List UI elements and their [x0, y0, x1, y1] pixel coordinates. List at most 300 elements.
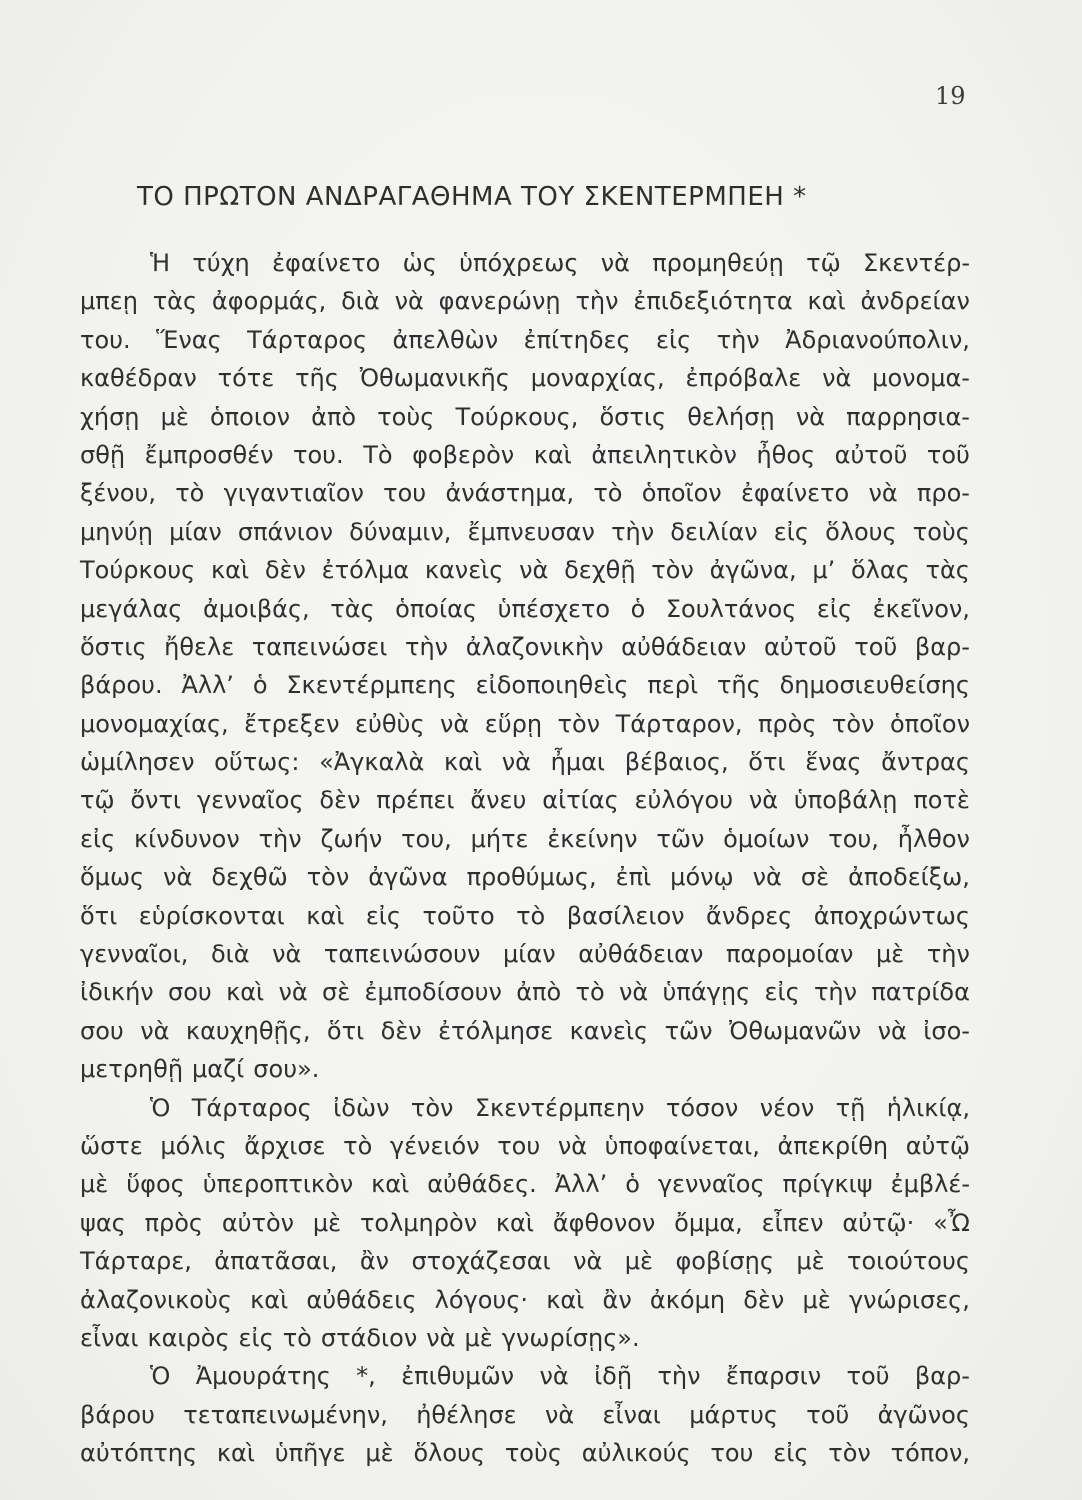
word: ἦλθον [897, 824, 970, 853]
word: τόπον, [890, 1439, 970, 1468]
page-number: 19 [935, 82, 966, 110]
word: ὁποῖον [889, 709, 970, 738]
body-text [80, 244, 970, 1473]
word: μετρηθῇ [80, 1055, 184, 1084]
word: μὲ [80, 1170, 109, 1199]
word: νὰ [544, 1400, 575, 1429]
text-line [80, 973, 970, 1011]
text-line [80, 590, 970, 628]
word: στοχάζεσαι [411, 1247, 551, 1276]
word: παρομοίαν [725, 940, 854, 969]
word: εἶναι [80, 1323, 139, 1352]
word: αὐτόπτης [80, 1439, 198, 1468]
word: ἔμπροσθέν [144, 440, 274, 469]
word: καὶ [495, 1208, 534, 1237]
word: ὁποῖον [641, 479, 722, 508]
word: μὲ [624, 1247, 654, 1276]
word: τεταπεινωμένην, [183, 1400, 388, 1429]
word: καιρὸς [147, 1323, 230, 1352]
word: τύχη [192, 249, 250, 277]
word: εἰς [365, 901, 402, 930]
word: Τὸ [363, 440, 393, 469]
word: του [710, 1439, 754, 1468]
word: ἰδὼν [333, 1093, 390, 1122]
word: νὰ [272, 940, 302, 969]
word: ὅλους [825, 517, 897, 546]
word: εἶναι [602, 1400, 661, 1429]
word: ἐτόλμα [321, 556, 410, 585]
word: ἀπελθὼν [392, 325, 499, 354]
word: ἀνδρείαν [860, 287, 970, 316]
word: ἀπὸ [516, 978, 562, 1007]
word: τολμηρὸν [359, 1208, 478, 1237]
word: ἀκόμη [649, 1285, 726, 1314]
text-line [80, 781, 970, 819]
word: νὰ [501, 748, 531, 777]
text-line [80, 436, 970, 474]
word: νέον [759, 1093, 815, 1122]
word: ἄνευ [470, 786, 527, 815]
word: ὅλας [850, 556, 910, 585]
word: λόγους· [434, 1285, 529, 1314]
word: καὶ [807, 287, 846, 316]
word: ἠθέλησε [416, 1400, 517, 1429]
word: ἐκεῖνον, [872, 594, 970, 623]
text-line [80, 244, 970, 282]
word: μὲ [160, 402, 189, 431]
word: ὡς [402, 249, 437, 277]
word: ἦμαι [550, 748, 606, 777]
word: ὑποφαίνεται, [604, 1131, 760, 1160]
text-line [80, 820, 970, 858]
word: καὶ [371, 1170, 410, 1199]
text-line [80, 858, 970, 896]
word: ἄφθονον [552, 1208, 656, 1237]
word: εἰς [238, 1323, 274, 1352]
word: καὶ [306, 901, 345, 930]
word: βάρου. [80, 671, 163, 700]
word: ἂν [602, 1285, 632, 1314]
word: τοὺς [377, 402, 435, 431]
word: ὑπάγῃς [662, 978, 751, 1007]
word: εἰς [764, 978, 800, 1007]
word: τὴν [657, 1362, 701, 1391]
word: ἐπιδεξιότητα [633, 287, 793, 316]
word: τὰς [330, 594, 375, 623]
word: νὰ [539, 1362, 569, 1391]
word: μονομαχίας, [80, 709, 229, 738]
word: ὑποβάλῃ [793, 786, 898, 815]
word: τὸν [828, 1439, 871, 1468]
word: Ἀλλ’ [181, 671, 234, 700]
text-line [80, 705, 970, 743]
word: αὐτοῦ [763, 632, 837, 661]
word: μοναρχίας, [530, 364, 665, 393]
word: μὲ [312, 1208, 342, 1237]
word: τῶν [664, 1016, 713, 1045]
word: αὐτῷ· [842, 1208, 915, 1237]
text-line [80, 743, 970, 781]
word: αὐθάδειαν [621, 632, 747, 661]
word: μαζί [192, 1055, 245, 1084]
text-line [80, 897, 970, 935]
word: ταπεινώσει [251, 632, 388, 661]
word: φοβερὸν [412, 440, 515, 469]
word: εἰς [816, 594, 853, 623]
word: εἰς [80, 824, 116, 853]
word: ποτὲ [913, 786, 970, 815]
word: «Ὦ [933, 1208, 970, 1237]
word: ἐτόλμησε [438, 1016, 554, 1045]
word: Τάρταρον, [615, 709, 743, 738]
word: τῇ [835, 1093, 866, 1122]
word: ὅστις [599, 402, 667, 431]
word: τὸν [651, 556, 694, 585]
word: εὐλόγου [634, 786, 734, 815]
word: ἀπατᾶσαι, [214, 1247, 338, 1276]
word: γενναῖοι, [80, 940, 189, 969]
word: Τούρκους [80, 556, 196, 585]
word: μηνύῃ [80, 517, 153, 546]
word: γνωρίσῃς». [501, 1323, 640, 1352]
word: τοῦ [846, 1362, 890, 1391]
word: τὴν [258, 824, 302, 853]
word: πρέπει [376, 786, 455, 815]
word: τὸν [410, 1093, 454, 1122]
word: ἐμβλέ- [890, 1170, 970, 1199]
word: μάρτυς [689, 1400, 778, 1429]
word: τόσον [665, 1093, 739, 1122]
word: σὲ [800, 863, 830, 892]
word: μὲ [802, 1285, 831, 1314]
word: τὸ [175, 479, 205, 508]
word: δειλίαν [670, 517, 758, 546]
word: χήσῃ [80, 402, 140, 431]
word: ὁποιον [210, 402, 291, 431]
word: φοβίσῃς [675, 1247, 774, 1276]
word: του. [293, 440, 344, 469]
word: νὰ [426, 1323, 456, 1352]
word: ἔτρεξεν [244, 709, 340, 738]
word: νὰ [795, 402, 826, 431]
word: Ὀθωμανῶν [729, 1016, 862, 1045]
word: ὅτι [326, 1016, 365, 1045]
word: μήτε [470, 824, 529, 853]
word: αὐτὸν [221, 1208, 295, 1237]
text-line [80, 935, 970, 973]
word: ἀφορμάς, [211, 287, 327, 316]
word: νὰ [140, 1016, 170, 1045]
word: του, [828, 824, 879, 853]
word: ὁποίας [395, 594, 478, 623]
word: δὲν [319, 786, 361, 815]
word: πρὸς [757, 709, 817, 738]
text-line [80, 282, 970, 320]
word: δύναμιν, [349, 517, 452, 546]
word: δὲν [380, 1016, 422, 1045]
text-line [80, 513, 970, 551]
word: νὰ [440, 709, 470, 738]
word: ἀπὸ [311, 402, 357, 431]
word: σπάνιον [237, 517, 333, 546]
word: ἐπρόβαλε [685, 364, 802, 393]
word: Τάρταρε, [80, 1247, 192, 1276]
word: ἡλικίᾳ, [886, 1093, 970, 1122]
word: τὴν [575, 287, 619, 316]
word: νὰ [278, 978, 308, 1007]
word: Τάρταρος [247, 325, 368, 354]
word: ταπεινώσουν [323, 940, 481, 969]
word: τοῦ [854, 632, 898, 661]
word: αἰτίας [542, 786, 619, 815]
text-line [80, 1319, 970, 1357]
word: τὸ [343, 1131, 373, 1160]
word: ἐπιθυμῶν [401, 1362, 515, 1391]
word: ἀπειλητικὸν [591, 440, 737, 469]
word: «Ἀγκαλὰ [319, 748, 425, 777]
word: νὰ [822, 364, 852, 393]
word: σου [80, 1016, 124, 1045]
word: ὑπεροπτικὸν [202, 1170, 354, 1199]
text-line [80, 1204, 970, 1242]
word: ὅστις [80, 632, 147, 661]
word: καὶ [250, 1285, 289, 1314]
word: προ- [916, 479, 970, 508]
word: τὸ [282, 1323, 312, 1352]
word: εἶπεν [761, 1208, 824, 1237]
text-line [80, 359, 970, 397]
word: ὅτι [80, 901, 118, 930]
word: κανεὶς [424, 556, 504, 585]
word: μονομα- [872, 364, 970, 393]
word: δὲν [264, 556, 306, 585]
text-line [80, 474, 970, 512]
word: ὁ [630, 594, 646, 623]
word: ἀνάστημα, [445, 479, 575, 508]
word: ἰσο- [923, 1016, 970, 1045]
word: του. [80, 325, 131, 354]
word: εἰδοποιηθεὶς [475, 671, 629, 700]
word: βαρ- [914, 1362, 970, 1391]
word: τὴν [926, 940, 970, 969]
word: πατρίδα [871, 978, 970, 1007]
word: γιγαντιαῖον [223, 479, 364, 508]
word: του [383, 479, 427, 508]
word: ἰδῇ [594, 1362, 633, 1391]
word: Σουλτάνος [665, 594, 797, 623]
word: τὸ [516, 901, 546, 930]
word: προμηθεύῃ [652, 249, 784, 277]
word: ὑπέσχετο [497, 594, 611, 623]
word: ἀμοιβάς, [202, 594, 310, 623]
word: γενναῖος [657, 1170, 765, 1199]
word: ἄντρας [881, 748, 970, 777]
text-line [80, 628, 970, 666]
word: αὐτοῦ [834, 440, 908, 469]
word: ἔπαρσιν [725, 1362, 822, 1391]
word: τῷ [806, 249, 841, 277]
word: εὑρίσκονται [138, 901, 285, 930]
word: μόνῳ [670, 863, 734, 892]
text-line [80, 1127, 970, 1165]
word: προθύμως, [466, 863, 597, 892]
word: Ἡ [150, 249, 171, 277]
word: νὰ [618, 978, 649, 1007]
word: του, [401, 824, 452, 853]
word: ὑπῆγε [274, 1439, 346, 1468]
word: τοῦ [806, 1400, 850, 1429]
word: καὶ [444, 748, 483, 777]
text-line [80, 1165, 970, 1203]
word: εἰς [656, 325, 692, 354]
word: αὐθάδειαν [578, 940, 704, 969]
word: μπεῃ [80, 287, 138, 316]
word: τοὺς [912, 517, 970, 546]
word: τῶν [656, 824, 705, 853]
word: τὸν [557, 709, 601, 738]
word: μίαν [169, 517, 222, 546]
word: τὸν [831, 709, 875, 738]
word: καὶ [226, 978, 265, 1007]
word: νὰ [748, 786, 779, 815]
word: ἄρχισε [244, 1131, 326, 1160]
word: ἐπίτηδες [523, 325, 631, 354]
word: τὰς [152, 287, 198, 316]
text-line [80, 666, 970, 704]
word: διὰ [210, 940, 250, 969]
word: τοῦ [926, 440, 970, 469]
text-line [80, 1050, 970, 1088]
word: ἐφαίνετο [740, 479, 850, 508]
word: κανεὶς [569, 1016, 649, 1045]
word: ὅμως [80, 863, 145, 892]
text-line [80, 1434, 970, 1472]
word: γνώρισες, [848, 1285, 970, 1314]
word: σου [168, 978, 212, 1007]
word: αὐθάδες. [427, 1170, 537, 1199]
word: ζωήν [320, 824, 383, 853]
word: ἐμποδίσουν [364, 978, 502, 1007]
word: εὐθὺς [355, 709, 425, 738]
word: ἤθελε [164, 632, 235, 661]
word: ὅλους [413, 1439, 485, 1468]
word: μὲ [796, 1247, 825, 1276]
word: τὸ [593, 479, 623, 508]
word: καὶ [533, 440, 572, 469]
word: ὡμίλησεν [80, 748, 195, 777]
word: ἀγῶνος [877, 1400, 970, 1429]
word: ἐπὶ [615, 863, 652, 892]
word: νὰ [868, 479, 898, 508]
word: ὁ [252, 671, 268, 700]
word: γένειόν [389, 1131, 480, 1160]
word: τὴν [716, 325, 760, 354]
word: τὴν [405, 632, 449, 661]
word: τῆς [295, 364, 339, 393]
word: Σκεντέρμπεης [286, 671, 457, 700]
word: ἂν [359, 1247, 390, 1276]
word: *, [356, 1362, 376, 1391]
word: νὰ [557, 1131, 588, 1160]
word: ὕφος [126, 1170, 185, 1199]
word: τοὺς [504, 1439, 562, 1468]
word: εἰς [773, 517, 809, 546]
word: ὁμοίων [723, 824, 810, 853]
word: αὐλικούς [581, 1439, 691, 1468]
word: Ὁ [150, 1093, 171, 1122]
word: διὰ [341, 287, 380, 316]
word: καὶ [546, 1285, 585, 1314]
word: παρρησια- [846, 402, 970, 431]
word: τὸ [575, 978, 605, 1007]
word: τῷ [80, 786, 115, 815]
text-line [80, 1357, 970, 1395]
word: νὰ [752, 863, 782, 892]
word: ἔμπνευσαν [467, 517, 595, 546]
word: ὅτι [748, 748, 786, 777]
word: νὰ [877, 1016, 907, 1045]
word: μίαν [503, 940, 556, 969]
word: περὶ [647, 671, 699, 700]
word: ὄντι [130, 786, 182, 815]
word: Ἕνας [156, 325, 222, 354]
word: νὰ [394, 287, 424, 316]
word: ἀλαζονικὴν [465, 632, 604, 661]
word: πρίγκιψ [782, 1170, 873, 1199]
text-line [80, 1281, 970, 1319]
word: Ἀλλ’ [554, 1170, 608, 1199]
word: βέβαιος, [624, 748, 729, 777]
word: μεγάλας [80, 594, 183, 623]
word: τότε [217, 364, 275, 393]
word: ἀπεκρίθη [777, 1131, 889, 1160]
word: τοιούτους [847, 1247, 970, 1276]
word: τοῦτο [422, 901, 495, 930]
word: νὰ [519, 556, 549, 585]
word: στάδιον [320, 1323, 418, 1352]
word: ὄμμα, [674, 1208, 743, 1237]
word: γενναῖος [196, 786, 304, 815]
word: τὸν [306, 863, 350, 892]
word: τὰς [925, 556, 970, 585]
word: τὴν [611, 517, 655, 546]
text-line [80, 1012, 970, 1050]
text-line [80, 321, 970, 359]
word: Ὀθωμανικῆς [359, 364, 510, 393]
word: ἦθος [756, 440, 816, 469]
word: Τάρταρος [191, 1093, 312, 1122]
word: Σκεντέρμπεην [474, 1093, 645, 1122]
text-line [80, 1242, 970, 1280]
word: καυχηθῇς, [185, 1016, 311, 1045]
word: τῆς [716, 671, 761, 700]
text-line [80, 1396, 970, 1434]
word: οὕτως: [214, 748, 300, 777]
word: νὰ [573, 1247, 603, 1276]
word: ἀποχρώντως [813, 901, 970, 930]
word: Σκεντέρ- [862, 249, 970, 277]
word: μὲ [464, 1323, 493, 1352]
word: μ’ [812, 556, 836, 585]
word: ἕνας [805, 748, 862, 777]
word: ἀλαζονικοὺς [80, 1285, 232, 1314]
word: Ἀδριανούπολιν, [785, 325, 970, 354]
word: ξένου, [80, 479, 156, 508]
word: ἀποδείξω, [848, 863, 970, 892]
word: δὲν [743, 1285, 785, 1314]
word: σθῇ [80, 440, 126, 469]
word: αὐτῷ [905, 1131, 970, 1160]
